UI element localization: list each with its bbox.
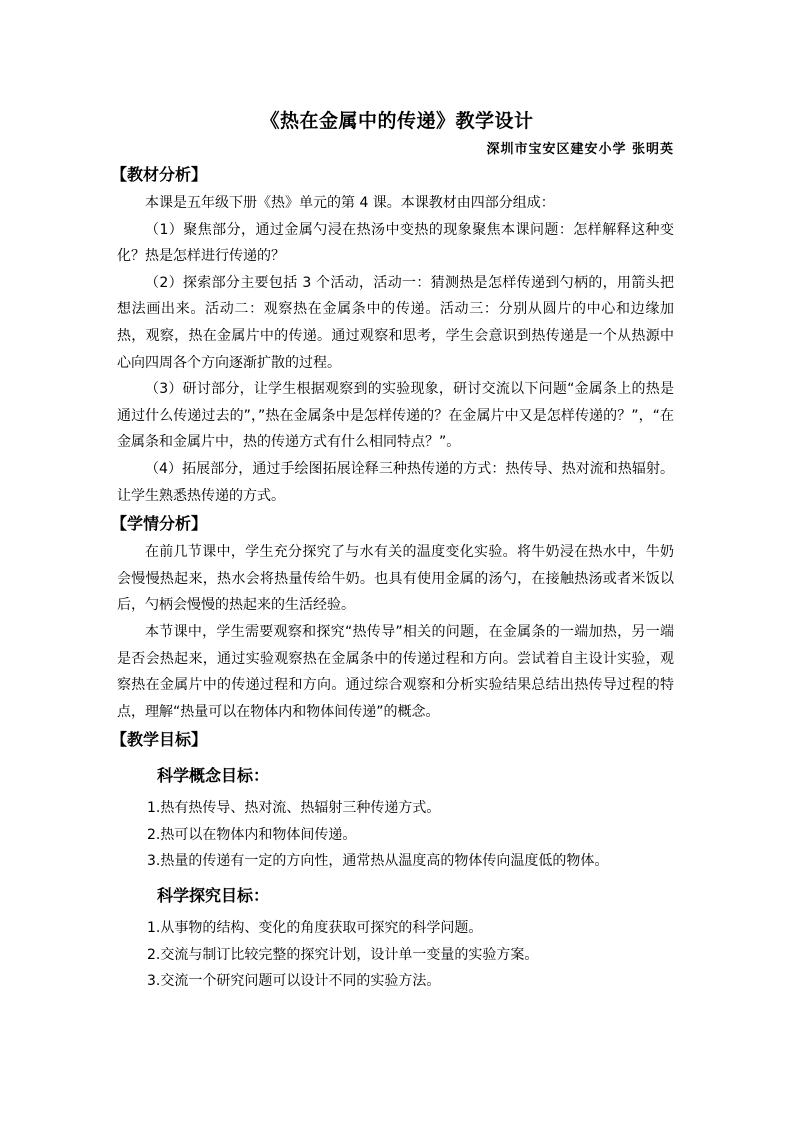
list-item: 2.交流与制订比较完整的探究计划，设计单一变量的实验方案。	[147, 946, 539, 963]
author-line: 深圳市宝安区建安小学 张明英	[486, 142, 674, 157]
section-heading-goals: 【教学目标】	[111, 730, 208, 750]
subheading-concept-goals: 科学概念目标：	[157, 766, 270, 786]
list-item: 1.热有热传导、热对流、热辐射三种传递方式。	[147, 800, 441, 817]
paragraph: （1）聚焦部分，通过金属勺浸在热汤中变热的现象聚焦本课问题：怎样解释这种变化？热是怎样进行传递的？	[117, 221, 674, 265]
paragraph: （3）研讨部分，让学生根据观察到的实验现象，研讨交流以下问题“金属条上的热是通过什么传递过去的”，”热在金属条中是怎样传递的？在金属片中又是怎样传递的？”，“在金属条和金属片中，热的传递方式有什么相同特点？”。	[117, 381, 674, 451]
paragraph: （4）拓展部分，通过手绘图拓展诠释三种热传递的方式：热传导、热对流和热辐射。让学生熟悉热传递的方式。	[117, 460, 674, 504]
list-item: 3.热量的传递有一定的方向性，通常热从温度高的物体传向温度低的物体。	[147, 853, 609, 870]
list-item: 1.从事物的结构、变化的角度获取可探究的科学问题。	[147, 920, 483, 937]
section-heading-students: 【学情分析】	[111, 514, 208, 534]
paragraph: 本课是五年级下册《热》单元的第 4 课。本课教材由四部分组成：	[145, 195, 555, 211]
paragraph: （2）探索部分主要包括 3 个活动，活动一：猜测热是怎样传递到勺柄的，用箭头把想法画出来。活动二：观察热在金属条中的传递。活动三：分别从圆片的中心和边缘加热，观察，热在金属片中的传递。通过观察和思考，学生会意识到热传递是一个从热源中心向四周各个方向逐渐扩散的过程。	[117, 274, 674, 371]
subheading-inquiry-goals: 科学探究目标：	[157, 886, 270, 906]
paragraph: 本节课中，学生需要观察和探究“热传导”相关的问题，在金属条的一端加热，另一端是否会热起来，通过实验观察热在金属条中的传递过程和方向。尝试着自主设计实验，观察热在金属片中的传递过程和方向。通过综合观察和分析实验结果总结出热传导过程的特点，理解“热量可以在物体内和物体间传递”的概念。	[117, 623, 674, 720]
section-heading-textbook: 【教材分析】	[111, 165, 208, 184]
document-title: 《热在金属中的传递》教学设计	[260, 110, 534, 132]
document-body	[111, 160, 674, 995]
list-item: 2.热可以在物体内和物体间传递。	[147, 826, 357, 843]
list-item: 3.交流一个研究问题可以设计不同的实验方法。	[147, 973, 441, 990]
paragraph: 在前几节课中，学生充分探究了与水有关的温度变化实验。将牛奶浸在热水中，牛奶会慢慢热起来，热水会将热量传给牛奶。也具有使用金属的汤勺，在接触热汤或者米饭以后，勺柄会慢慢的热起来的生活经验。	[117, 544, 674, 614]
